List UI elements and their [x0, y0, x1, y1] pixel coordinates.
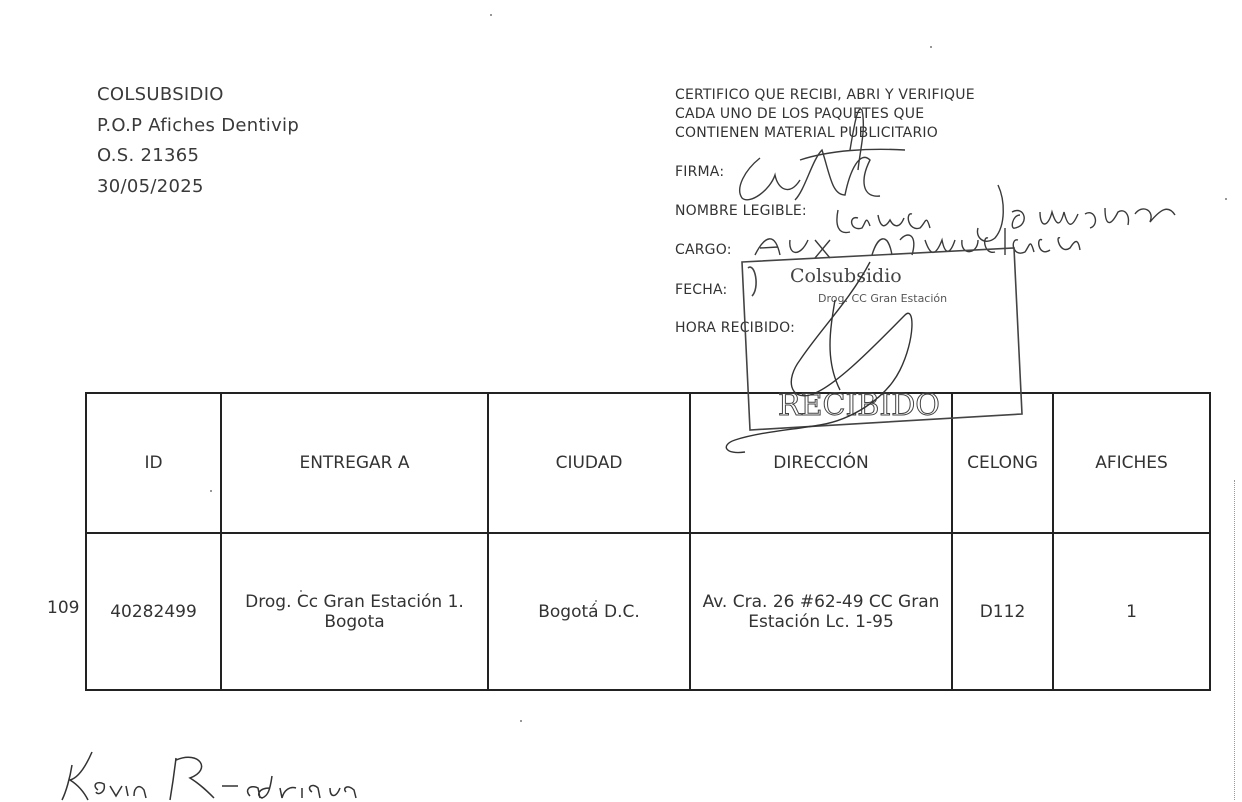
- certification-line-2: CADA UNO DE LOS PAQUETES QUE: [675, 106, 925, 122]
- bottom-signature: [62, 752, 356, 800]
- header-block: [97, 80, 299, 202]
- dispatch-table: [85, 392, 1211, 691]
- cell-afiches: 1: [1053, 533, 1210, 690]
- stamp-sub: Drog. CC Gran Estación: [818, 292, 948, 305]
- certification-line-3: CONTIENEN MATERIAL PUBLICITARIO: [675, 125, 938, 141]
- order-number: O.S. 21365: [97, 145, 200, 166]
- order-date: 30/05/2025: [97, 175, 204, 197]
- row-number: 109: [47, 598, 80, 618]
- header-ciudad: CIUDAD: [488, 393, 690, 533]
- stamp-word: RECIBIDO: [778, 388, 940, 423]
- header-afiches: AFICHES: [1053, 393, 1210, 533]
- cargo-label: CARGO:: [675, 242, 732, 258]
- nombre-label: NOMBRE LEGIBLE:: [675, 203, 807, 219]
- header-direccion: DIRECCIÓN: [690, 393, 952, 533]
- table-row: [86, 533, 1210, 690]
- certification-line-1: CERTIFICO QUE RECIBI, ABRI Y VERIFIQUE: [675, 87, 975, 103]
- fecha-label: FECHA:: [675, 282, 728, 298]
- scan-edge: [1234, 480, 1236, 800]
- header-celong: CELONG: [952, 393, 1053, 533]
- header-id: ID: [86, 393, 221, 533]
- hora-label: HORA RECIBIDO:: [675, 320, 796, 336]
- cell-entregar-a: Drog. Cc Gran Estación 1. Bogota: [221, 533, 488, 690]
- nombre-handwriting: [837, 185, 1175, 241]
- firma-label: FIRMA:: [675, 164, 725, 180]
- company-name: COLSUBSIDIO: [97, 84, 224, 105]
- stamp-brand: Colsubsidio: [790, 265, 902, 287]
- table-header-row: [86, 393, 1210, 533]
- cargo-handwriting: [755, 228, 1080, 258]
- cell-celong: D112: [952, 533, 1053, 690]
- header-entregar-a: ENTREGAR A: [221, 393, 488, 533]
- order-description: P.O.P Afiches Dentivip: [97, 114, 300, 136]
- cell-ciudad: Bogotá D.C.: [488, 533, 690, 690]
- certification-text: [675, 86, 975, 143]
- cell-id: 40282499: [86, 533, 221, 690]
- cell-direccion: Av. Cra. 26 #62-49 CC Gran Estación Lc. 1-95: [690, 533, 952, 690]
